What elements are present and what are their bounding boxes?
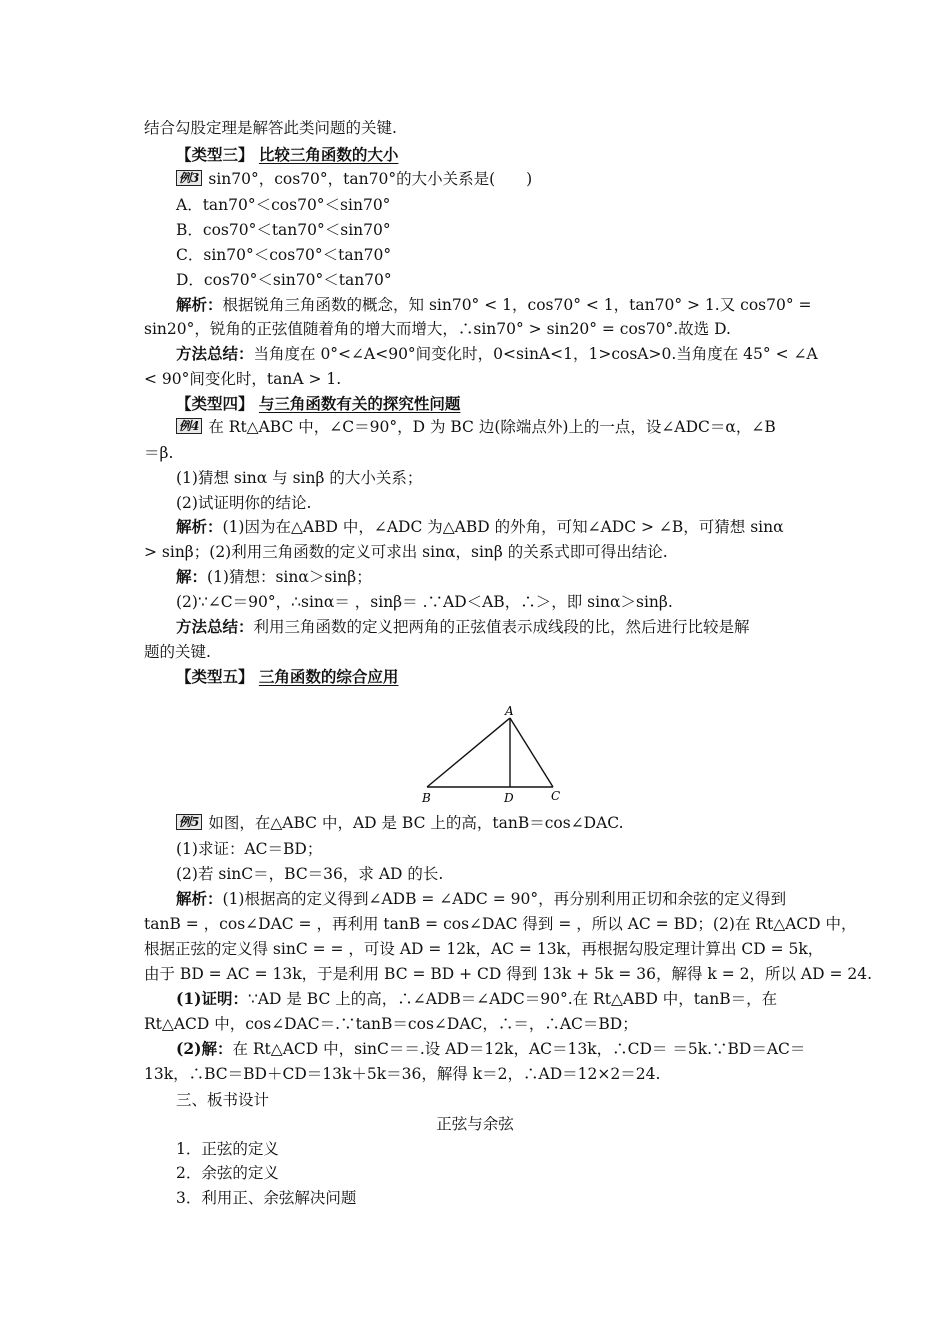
proof-text: ∵AD 是 BC 上的高，∴∠ADB＝∠ADC＝90°.在 Rt△ABD 中，tanB＝，在: [247, 990, 778, 1008]
vertex-label-A: A: [505, 705, 514, 718]
choice-a: A．tan70°＜cos70°＜sin70°: [176, 196, 391, 214]
solution-line: (2)∵∠C＝90°，∴sinα＝ ，sinβ＝ .∵AD＜AB，∴＞，即 sinα＞sinβ.: [176, 593, 673, 611]
method-text: 利用三角函数的定义把两角的正弦值表示成线段的比，然后进行比较是解: [253, 618, 750, 636]
analysis-line: 根据正弦的定义得 sinC = = ，可设 AD = 12k，AC = 13k，再根据勾股定理计算出 CD = 5k，: [144, 940, 824, 958]
text-line: ＝β.: [144, 444, 174, 462]
proof-label: (1)证明：: [176, 989, 248, 1008]
question-text: 在 Rt△ABC 中，∠C＝90°，D 为 BC 边(除端点外)上的一点，设∠ADC＝α，∠B: [208, 418, 776, 436]
analysis-line: sin20°，锐角的正弦值随着角的增大而增大，∴sin70° > sin20° = cos70°.故选 D.: [144, 320, 731, 338]
analysis-label: 解析：: [176, 517, 223, 536]
solution-label: 解：: [176, 567, 208, 586]
analysis-text: (1)根据高的定义得到∠ADB = ∠ADC = 90°，再分别利用正切和余弦的定义得到: [222, 890, 787, 908]
method-summary-line: [176, 343, 818, 365]
board-item: 1．正弦的定义: [176, 1140, 279, 1158]
method-summary-line: 题的关键.: [144, 643, 211, 661]
heading-bracket: 【类型四】: [176, 394, 254, 413]
analysis-line: 由于 BD = AC = 13k，于是利用 BC = BD + CD 得到 13k + 5k = 36，解得 k = 2，所以 AD = 24.: [144, 965, 873, 983]
choice-d: D．cos70°＜sin70°＜tan70°: [176, 271, 392, 289]
vertex-label-D: D: [504, 791, 514, 805]
text-line: 结合勾股定理是解答此类问题的关键.: [144, 119, 397, 137]
text-line: (2)试证明你的结论.: [176, 494, 312, 512]
text-line: (1)求证：AC＝BD；: [176, 840, 323, 858]
analysis-label: 解析：: [176, 889, 223, 908]
heading-bracket: 【类型三】: [176, 145, 254, 164]
solution-line: [176, 566, 372, 588]
method-summary-line: [176, 616, 750, 638]
segment-AB: [427, 718, 510, 787]
board-title: 正弦与余弦: [436, 1115, 514, 1133]
example-5-question: [176, 812, 624, 834]
example-badge: 例5: [176, 814, 202, 830]
text-line: (1)猜想 sinα 与 sinβ 的大小关系；: [176, 469, 423, 487]
analysis-text: 根据锐角三角函数的概念，知 sin70° < 1，cos70° < 1，tan70° > 1.又 cos70° =: [222, 296, 812, 314]
triangle-figure: [415, 705, 575, 807]
example-4-question: [176, 416, 776, 438]
heading-title: 三角函数的综合应用: [258, 667, 399, 686]
analysis-line: [176, 888, 786, 910]
analysis-line: [176, 294, 812, 316]
method-label: 方法总结：: [176, 617, 254, 636]
method-label: 方法总结：: [176, 344, 254, 363]
board-item: 3．利用正、余弦解决问题: [176, 1189, 357, 1207]
example-badge: 例3: [176, 170, 202, 186]
method-text: 当角度在 0°<∠A<90°间变化时，0<sinA<1，1>cosA>0.当角度在 45° < ∠A: [253, 345, 818, 363]
example-3-question: [176, 168, 532, 190]
method-summary-line: < 90°间变化时，tanA > 1.: [144, 370, 342, 388]
section-heading-type3: [176, 144, 398, 166]
vertex-label-B: B: [422, 791, 431, 805]
analysis-line: > sinβ；(2)利用三角函数的定义可求出 sinα，sinβ 的关系式即可得出结论.: [144, 543, 668, 561]
section-heading-type4: [176, 393, 460, 415]
heading-bracket: 【类型五】: [176, 667, 254, 686]
heading-title: 比较三角函数的大小: [258, 145, 399, 164]
analysis-label: 解析：: [176, 295, 223, 314]
proof-line: Rt△ACD 中，cos∠DAC＝.∵tanB＝cos∠DAC，∴＝，∴AC＝BD；: [144, 1015, 638, 1033]
segment-AC: [510, 718, 553, 787]
proof-line: [176, 988, 777, 1010]
choice-c: C．sin70°＜cos70°＜tan70°: [176, 246, 392, 264]
choice-b: B．cos70°＜tan70°＜sin70°: [176, 221, 391, 239]
analysis-line: tanB = ，cos∠DAC = ，再利用 tanB = cos∠DAC 得到 = ，所以 AC = BD；(2)在 Rt△ACD 中，: [144, 915, 857, 933]
analysis-line: [176, 516, 784, 538]
question-text: sin70°，cos70°，tan70°的大小关系是( ): [208, 170, 533, 188]
section-heading-type5: [176, 666, 398, 688]
solution-line: 13k，∴BC＝BD＋CD＝13k＋5k＝36，解得 k＝2，∴AD＝12×2＝24.: [144, 1065, 661, 1083]
text-line: (2)若 sinC＝，BC＝36，求 AD 的长.: [176, 865, 444, 883]
section-heading-board: 三、板书设计: [176, 1091, 270, 1109]
solution-text: 在 Rt△ACD 中，sinC＝＝.设 AD＝12k，AC＝13k，∴CD＝ ＝5k.∵BD＝AC＝: [232, 1040, 806, 1058]
solution-text: (1)猜想：sinα＞sinβ；: [207, 568, 372, 586]
vertex-label-C: C: [551, 789, 561, 803]
board-item: 2．余弦的定义: [176, 1164, 279, 1182]
analysis-text: (1)因为在△ABD 中，∠ADC 为△ABD 的外角，可知∠ADC > ∠B，可猜想 sinα: [222, 518, 784, 536]
heading-title: 与三角函数有关的探究性问题: [258, 394, 461, 413]
question-text: 如图，在△ABC 中，AD 是 BC 上的高，tanB＝cos∠DAC.: [208, 814, 624, 832]
example-badge: 例4: [176, 418, 202, 434]
solution-line: [176, 1038, 805, 1060]
solution-label: (2)解：: [176, 1039, 233, 1058]
